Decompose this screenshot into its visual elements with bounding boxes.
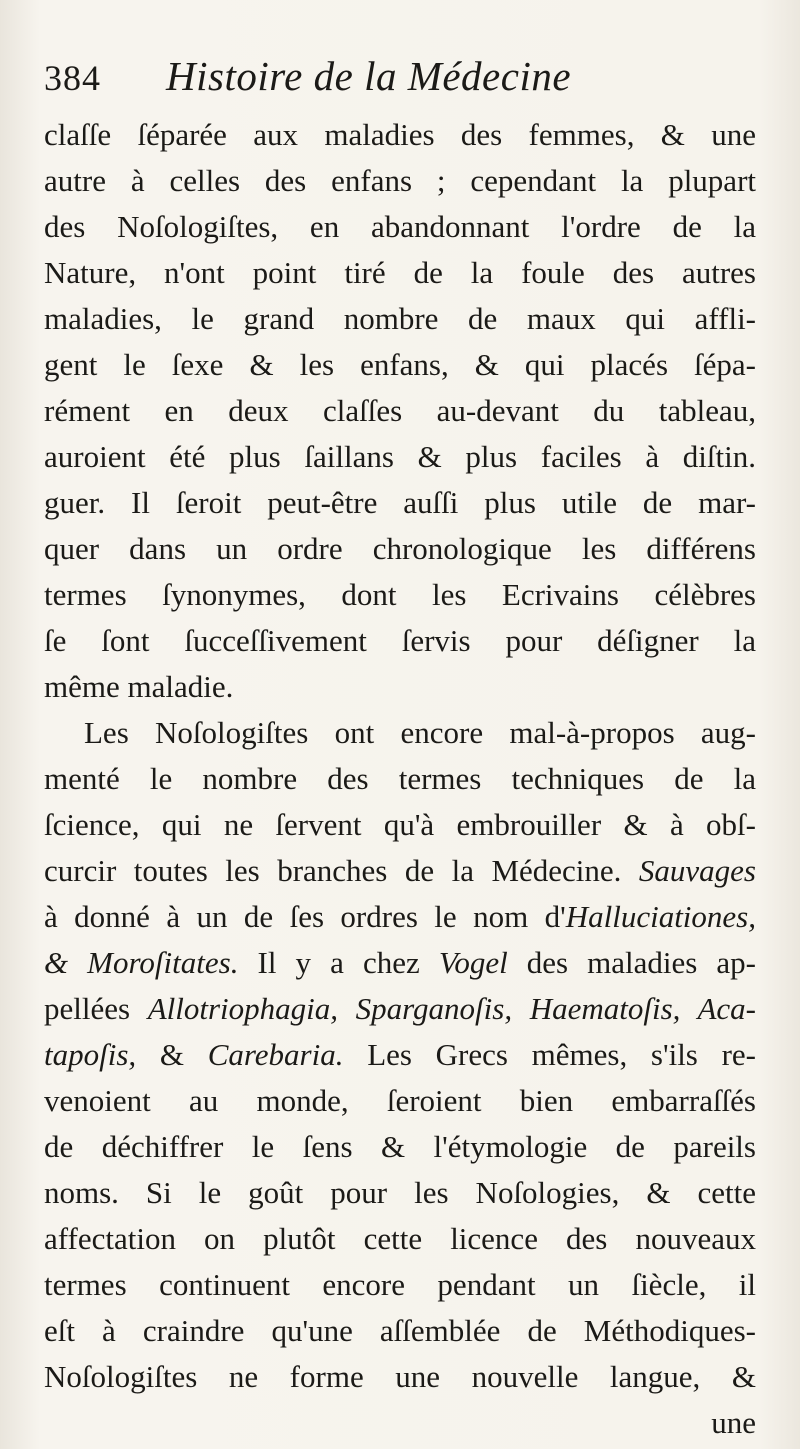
author-name: Vogel (438, 945, 508, 980)
text-line: termes continuent encore pendant un ſiècle, il (44, 1267, 756, 1302)
latin-term: & Moroſitates. (44, 945, 239, 980)
author-name: Sauvages (638, 853, 756, 888)
text-line: Nature, n'ont point tiré de la foule des autres (44, 255, 756, 290)
latin-term: Halluciationes, (565, 899, 756, 934)
text-line: ſcience, qui ne ſervent qu'à embrouiller & à obſ- (44, 807, 756, 842)
text-line: quer dans un ordre chronologique les différens (44, 531, 756, 566)
text-line: claſſe ſéparée aux maladies des femmes, & une (44, 117, 756, 152)
page-header (44, 52, 764, 108)
text-line: ſe ſont ſucceſſivement ſervis pour déſigner la (44, 623, 756, 658)
latin-term: tapoſis, (44, 1037, 137, 1072)
text-line: maladies, le grand nombre de maux qui affli- (44, 301, 756, 336)
text-line: menté le nombre des termes techniques de la (44, 761, 756, 796)
latin-term: Carebaria. (207, 1037, 344, 1072)
page-number: 384 (44, 58, 101, 98)
text-line: tapoſis, & Carebaria. Les Grecs mêmes, s'ils re- (44, 1037, 756, 1072)
text-line: rément en deux claſſes au-devant du tableau, (44, 393, 756, 428)
text-line: affectation on plutôt cette licence des nouveaux (44, 1221, 756, 1256)
running-title: Histoire de la Médecine (166, 53, 572, 99)
text-line: à donné à un de ſes ordres le nom d'Halluciationes, (44, 899, 756, 934)
text-line: Noſologiſtes ne forme une nouvelle langue, & (44, 1359, 756, 1394)
text-line: pellées Allotriophagia, Sparganoſis, Haematoſis, Aca- (44, 991, 756, 1026)
text-line: des Noſologiſtes, en abandonnant l'ordre de la (44, 209, 756, 244)
paragraph-start-line: Les Noſologiſtes ont encore mal-à-propos aug- (84, 715, 756, 750)
text-line: venoient au monde, ſeroient bien embarraſſés (44, 1083, 756, 1118)
text-line: & Moroſitates. Il y a chez Vogel des maladies ap- (44, 945, 756, 980)
catchword: une (711, 1405, 756, 1440)
text-line: curcir toutes les branches de la Médecine. Sauvages (44, 853, 756, 888)
text-line: guer. Il ſeroit peut-être auſſi plus utile de mar- (44, 485, 756, 520)
text-line: même maladie. (44, 669, 234, 704)
body-text (44, 112, 756, 1446)
text-line: autre à celles des enfans ; cependant la plupart (44, 163, 756, 198)
text-line: noms. Si le goût pour les Noſologies, & cette (44, 1175, 756, 1210)
text-line: eſt à craindre qu'une aſſemblée de Méthodiques- (44, 1313, 756, 1348)
latin-term: Allotriophagia, Sparganoſis, Haematoſis, Aca- (147, 991, 756, 1026)
text-line: auroient été plus ſaillans & plus faciles à diſtin. (44, 439, 756, 474)
text-line: gent le ſexe & les enfans, & qui placés ſépa- (44, 347, 756, 382)
text-line: de déchiffrer le ſens & l'étymologie de pareils (44, 1129, 756, 1164)
text-line: termes ſynonymes, dont les Ecrivains célèbres (44, 577, 756, 612)
